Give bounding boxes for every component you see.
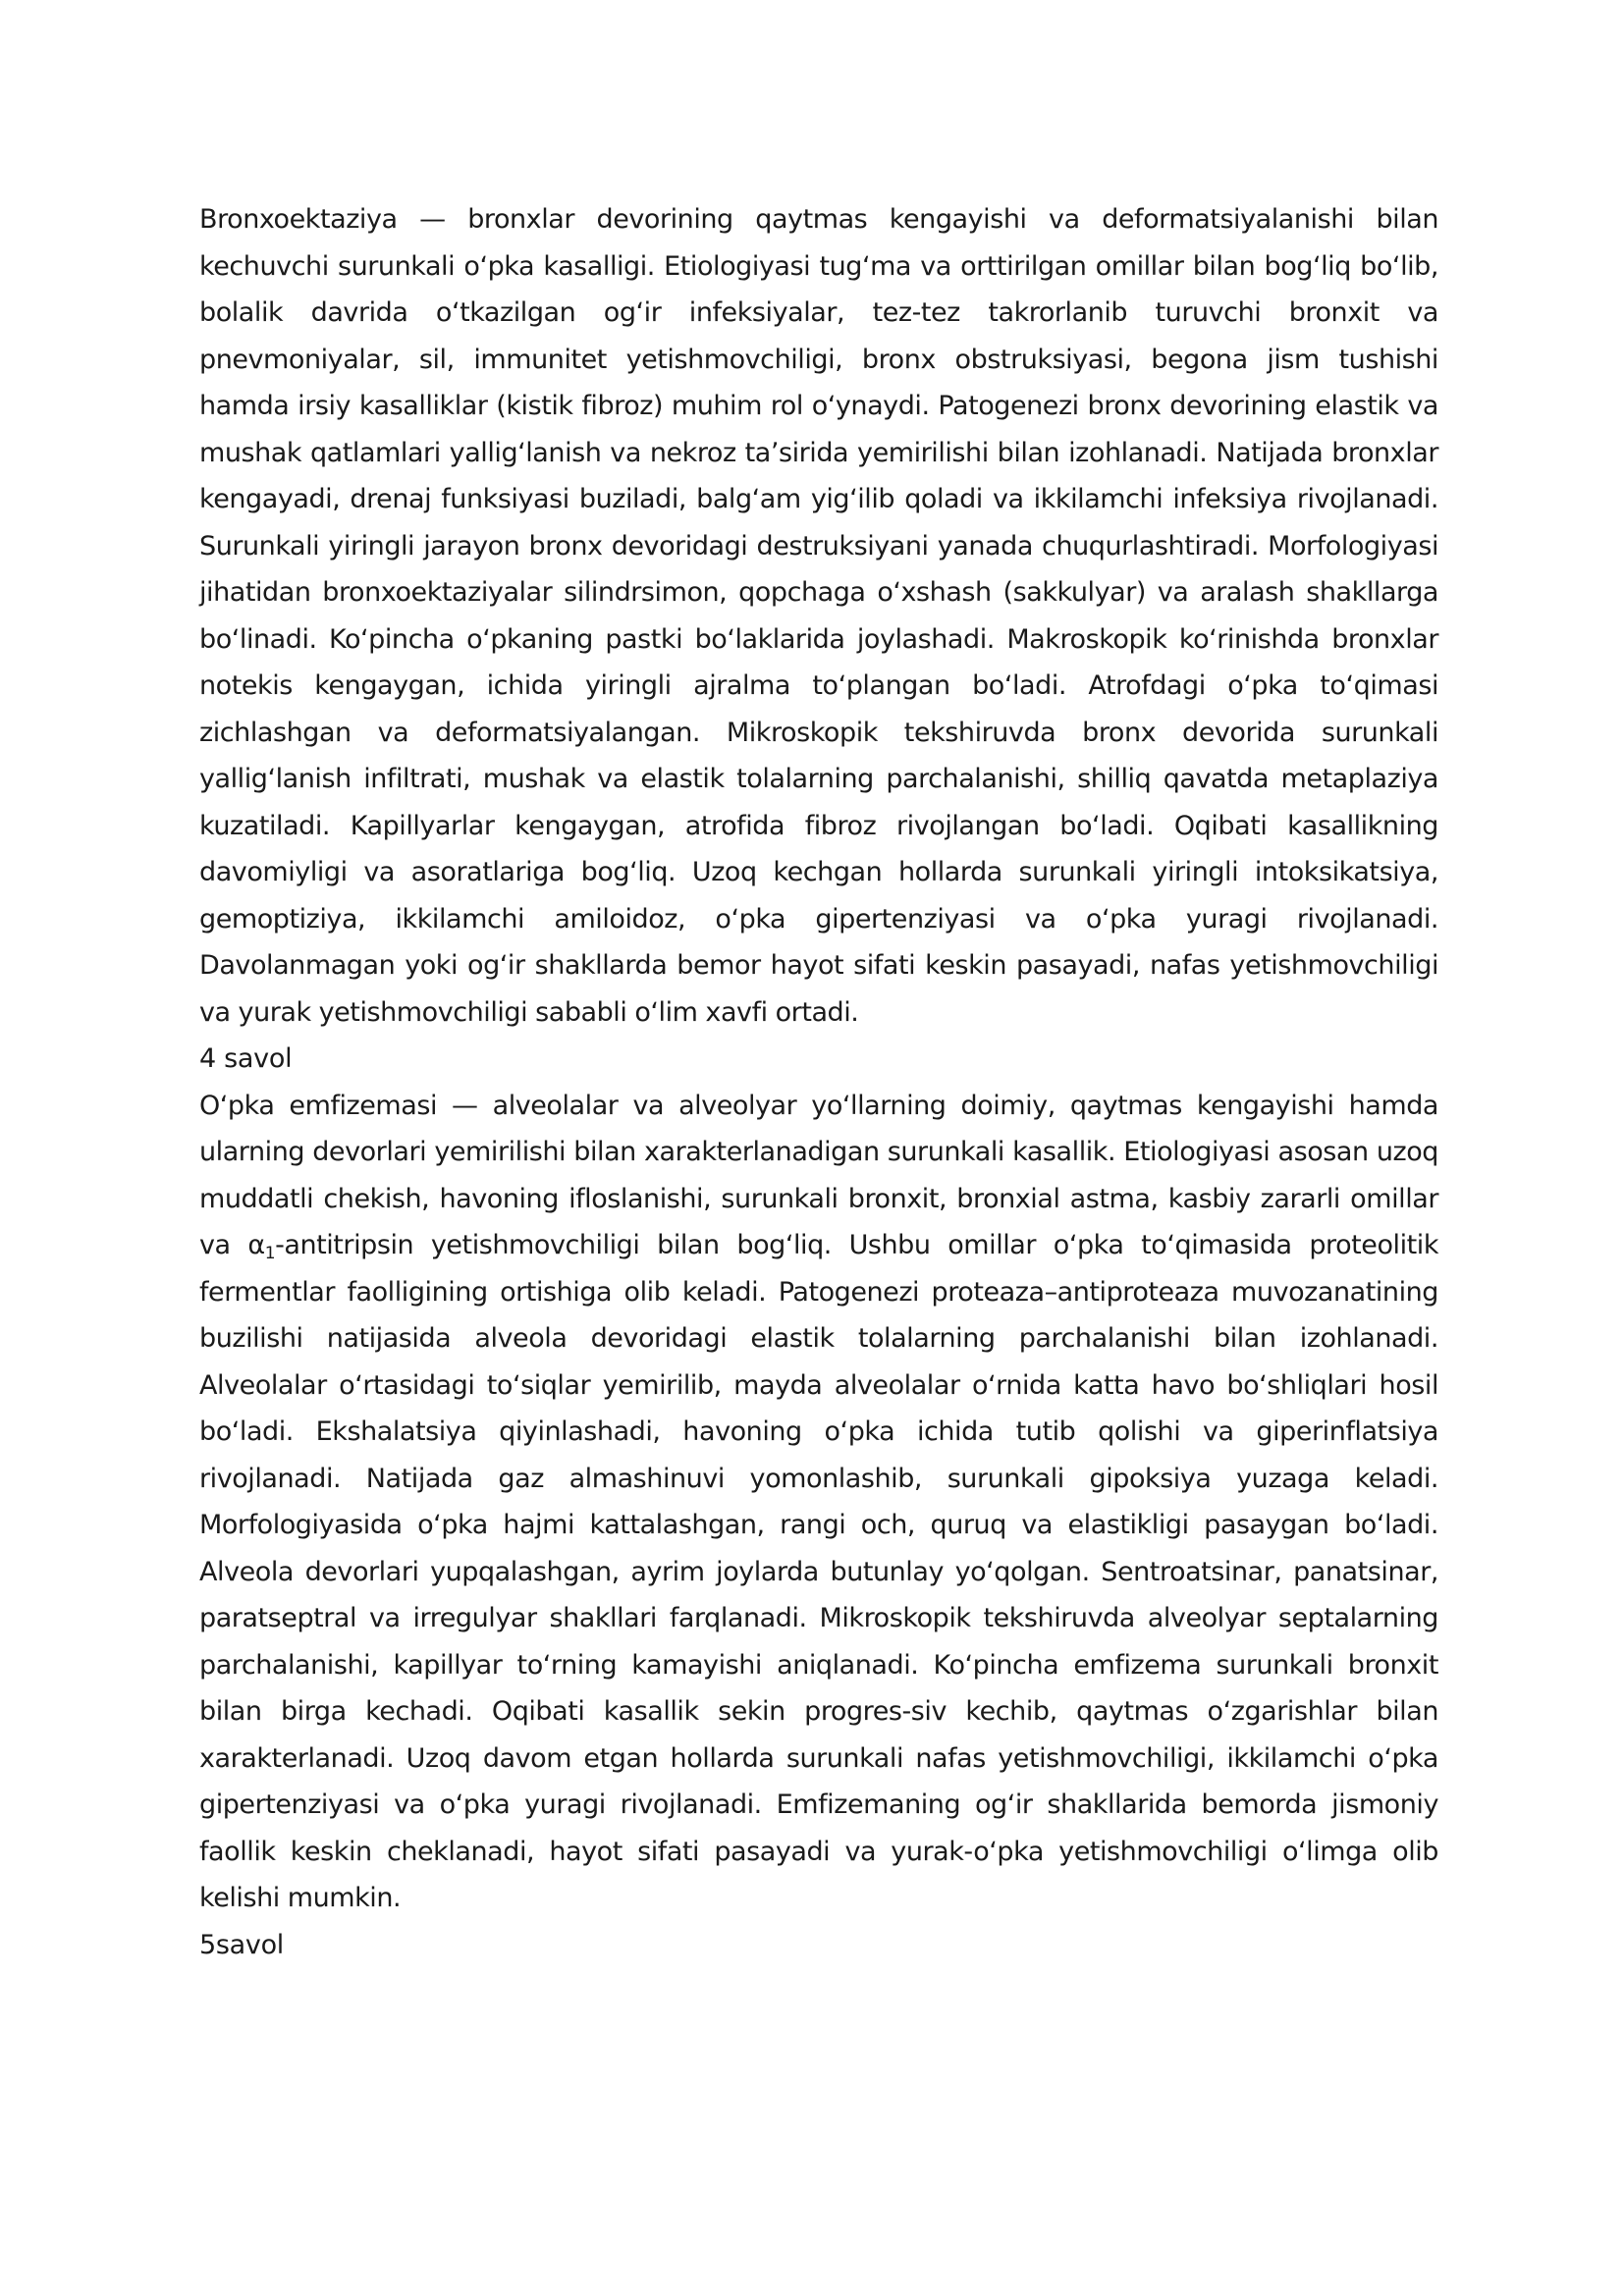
paragraph-bronchiectasis: Bronxoektaziya — bronxlar devorining qaytmas kengayishi va deformatsiyalanishi bilan kechuvchi surunkali oʻpka kasalligi. Etiologiyasi tugʻma va orttirilgan omillar bilan bogʻliq boʻlib, bolalik davrida oʻtkazilgan ogʻir infeksiyalar, tez-tez takrorlanib turuvchi bronxit va pnevmoniyalar, sil, immunitet yetishmovchiligi, bronx obstruksiyasi, begona jism tushishi hamda irsiy kasalliklar (kistik fibroz) muhim rol oʻynaydi. Patogenezi bronx devorining elastik va mushak qatlamlari yalligʻlanish va nekroz taʼsirida yemirilishi bilan izohlanadi. Natijada bronxlar kengayadi, drenaj funksiyasi buziladi, balgʻam yigʻilib qoladi va ikkilamchi infeksiya rivojlanadi. Surunkali yiringli jarayon bronx devoridagi destruksiyani yanada chuqurlashtiradi. Morfologiyasi jihatidan bronxoektaziyalar silindrsimon, qopchaga oʻxshash (sakkulyar) va aralash shakllarga boʻlinadi. Koʻpincha oʻpkaning pastki boʻlaklarida joylashadi. Makroskopik koʻrinishda bronxlar notekis kengaygan, ichida yiringli ajralma toʻplangan boʻladi. Atrofdagi oʻpka toʻqimasi zichlashgan va deformatsiyalangan. Mikroskopik tekshiruvda bronx devorida surunkali yalligʻlanish infiltrati, mushak va elastik tolalarning parchalanishi, shilliq qavatda metaplaziya kuzatiladi. Kapillyarlar kengaygan, atrofida fibroz rivojlangan boʻladi. Oqibati kasallikning davomiyligi va asoratlariga bogʻliq. Uzoq kechgan hollarda surunkali yiringli intoksikatsiya, gemoptiziya, ikkilamchi amiloidoz, oʻpka gipertenziyasi va oʻpka yuragi rivojlanadi. Davolanmagan yoki ogʻir shakllarda bemor hayot sifati keskin pasayadi, nafas yetishmovchiligi va yurak yetishmovchiligi sababli oʻlim xavfi ortadi. [199, 204, 1438, 1028]
document-body [199, 196, 1438, 1968]
alpha-subscript: 1 [264, 1244, 276, 1263]
heading-question-5: 5savol [199, 1929, 284, 1960]
paragraph-emphysema [199, 1083, 1438, 1922]
paragraph-emphysema-text-end: -antitripsin yetishmovchiligi bilan bogʻliq. Ushbu omillar oʻpka toʻqimasida proteolitik fermentlar faolligining ortishiga olib keladi. Patogenezi proteaza–antiproteaza muvozanatining buzilishi natijasida alveola devoridagi elastik tolalarning parchalanishi bilan izohlanadi. Alveolalar oʻrtasidagi toʻsiqlar yemirilib, mayda alveolalar oʻrnida katta havo boʻshliqlari hosil boʻladi. Ekshalatsiya qiyinlashadi, havoning oʻpka ichida tutib qolishi va giperinflatsiya rivojlanadi. Natijada gaz almashinuvi yomonlashib, surunkali gipoksiya yuzaga keladi. Morfologiyasida oʻpka hajmi kattalashgan, rangi och, quruq va elastikligi pasaygan boʻladi. Alveola devorlari yupqalashgan, ayrim joylarda butunlay yoʻqolgan. Sentroatsinar, panatsinar, paratseptral va irregulyar shakllari farqlanadi. Mikroskopik tekshiruvda alveolyar septalarning parchalanishi, kapillyar toʻrning kamayishi aniqlanadi. Koʻpincha emfizema surunkali bronxit bilan birga kechadi. Oqibati kasallik sekin progres-siv kechib, qaytmas oʻzgarishlar bilan xarakterlanadi. Uzoq davom etgan hollarda surunkali nafas yetishmovchiligi, ikkilamchi oʻpka gipertenziyasi va oʻpka yuragi rivojlanadi. Emfizemaning ogʻir shakllarida bemorda jismoniy faollik keskin cheklanadi, hayot sifati pasayadi va yurak-oʻpka yetishmovchiligi oʻlimga olib kelishi mumkin. [199, 1230, 1439, 1913]
heading-question-4: 4 savol [199, 1043, 293, 1074]
paragraph-emphysema-text-start: Oʻpka emfizemasi — alveolalar va alveolyar yoʻllarning doimiy, qaytmas kengayishi hamda ularning devorlari yemirilishi bilan xarakterlanadigan surunkali kasallik. Etiologiyasi asosan uzoq muddatli chekish, havoning ifloslanishi, surunkali bronxit, bronxial astma, kasbiy zararli omillar va α [199, 1090, 1438, 1260]
